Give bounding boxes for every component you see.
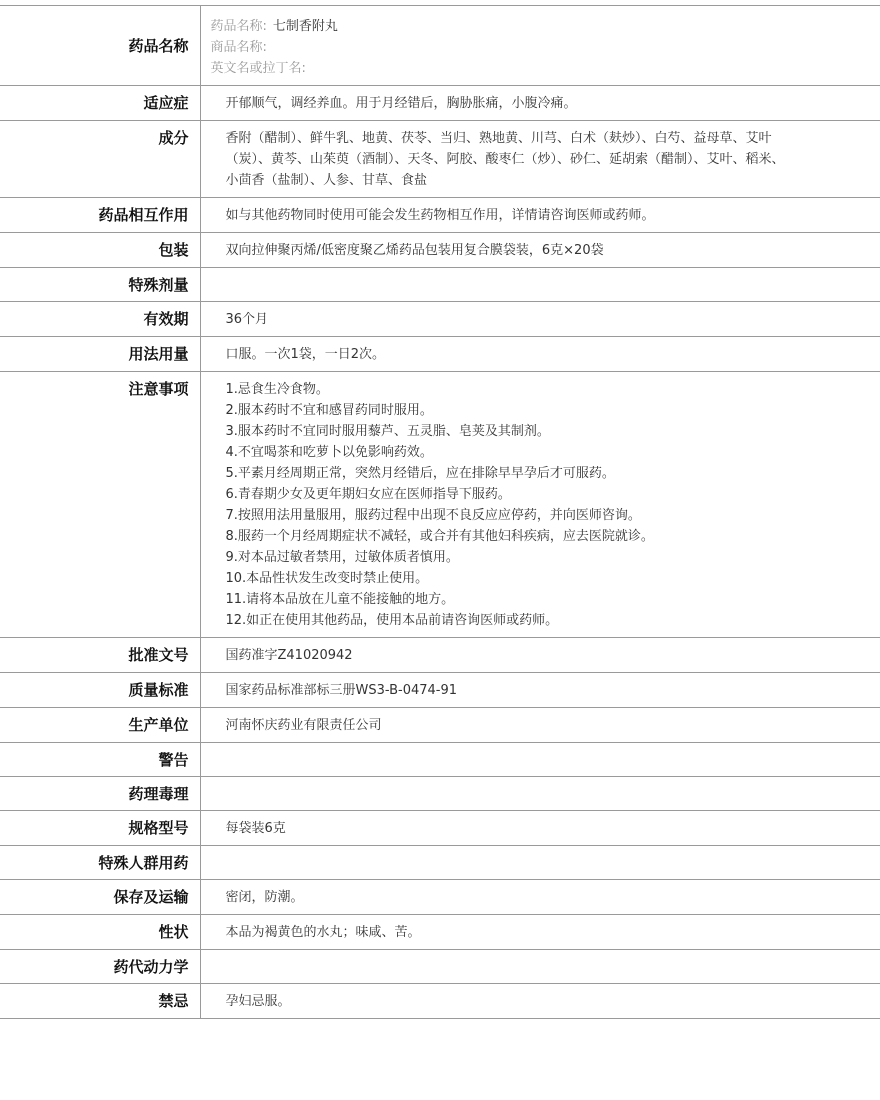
row-value: 每袋装6克 xyxy=(225,821,286,836)
row-label: 包装 xyxy=(0,233,200,268)
row-value xyxy=(200,6,880,86)
row-value: 国药准字Z41020942 xyxy=(225,648,353,663)
row-value: 口服。一次1袋，一日2次。 xyxy=(225,347,386,362)
row-label: 成分 xyxy=(0,121,200,198)
list-item: 3.服本药时不宜同时服用藜芦、五灵脂、皂荚及其制剂。 xyxy=(225,424,550,439)
row-value: 双向拉伸聚丙烯/低密度聚乙烯药品包装用复合膜袋装，6克×20袋 xyxy=(225,243,604,258)
row-label: 适应症 xyxy=(0,86,200,121)
english-name-line xyxy=(211,58,861,79)
row-special-dose xyxy=(0,268,880,302)
row-label: 药品名称 xyxy=(0,6,200,86)
row-label: 批准文号 xyxy=(0,638,200,673)
row-approval xyxy=(0,638,880,673)
row-label: 质量标准 xyxy=(0,673,200,708)
row-manufacturer xyxy=(0,708,880,743)
english-name-key: 英文名或拉丁名: xyxy=(210,61,306,76)
row-interactions xyxy=(0,198,880,233)
precautions-list xyxy=(226,379,791,631)
row-value: 香附（醋制）、鲜牛乳、地黄、茯苓、当归、熟地黄、川芎、白术（麸炒）、白芍、益母草、艾叶（炭）、黄芩、山茱萸（酒制）、天冬、阿胶、酸枣仁（炒）、砂仁、延胡索（醋制）、艾叶、稻米、小茴香（盐制）、人参、甘草、食盐 xyxy=(225,131,785,188)
row-value: 如与其他药物同时使用可能会发生药物相互作用，详情请咨询医师或药师。 xyxy=(225,208,655,223)
row-label: 禁忌 xyxy=(0,984,200,1019)
row-ingredients xyxy=(0,121,880,198)
row-label: 特殊剂量 xyxy=(0,268,200,302)
row-contraindications xyxy=(0,984,880,1019)
row-label: 特殊人群用药 xyxy=(0,846,200,880)
generic-name-key: 药品名称: xyxy=(210,19,267,34)
row-pharmacokinetics xyxy=(0,950,880,984)
row-value: 本品为褐黄色的水丸；味咸、苦。 xyxy=(225,925,421,940)
row-spec xyxy=(0,811,880,846)
row-warning xyxy=(0,743,880,777)
list-item: 8.服药一个月经周期症状不减轻，或合并有其他妇科疾病，应去医院就诊。 xyxy=(225,529,654,544)
row-drug-name xyxy=(0,6,880,86)
row-label: 注意事项 xyxy=(0,372,200,638)
row-validity xyxy=(0,302,880,337)
row-value: 36个月 xyxy=(225,312,269,327)
list-item: 2.服本药时不宜和感冒药同时服用。 xyxy=(225,403,433,418)
list-item: 9.对本品过敏者禁用，过敏体质者慎用。 xyxy=(225,550,459,565)
trade-name-line xyxy=(211,37,861,58)
row-label: 生产单位 xyxy=(0,708,200,743)
row-storage xyxy=(0,880,880,915)
row-value: 国家药品标准部标三册WS3-B-0474-91 xyxy=(225,683,458,698)
row-character xyxy=(0,915,880,950)
list-item: 5.平素月经周期正常，突然月经错后，应在排除早早孕后才可服药。 xyxy=(225,466,615,481)
list-item: 7.按照用法用量服用，服药过程中出现不良反应应停药，并向医师咨询。 xyxy=(225,508,641,523)
generic-name-value: 七制香附丸 xyxy=(272,19,338,34)
row-label: 药理毒理 xyxy=(0,777,200,811)
row-label: 药代动力学 xyxy=(0,950,200,984)
generic-name-line xyxy=(211,16,861,37)
row-value xyxy=(200,950,880,984)
row-special-groups xyxy=(0,846,880,880)
row-usage xyxy=(0,337,880,372)
list-item: 1.忌食生冷食物。 xyxy=(225,382,329,397)
row-label: 性状 xyxy=(0,915,200,950)
row-label: 警告 xyxy=(0,743,200,777)
row-toxicology xyxy=(0,777,880,811)
row-label: 用法用量 xyxy=(0,337,200,372)
row-value xyxy=(200,372,880,638)
row-value xyxy=(200,777,880,811)
row-value: 密闭，防潮。 xyxy=(225,890,304,905)
row-value xyxy=(200,743,880,777)
list-item: 4.不宜喝茶和吃萝卜以免影响药效。 xyxy=(225,445,433,460)
row-precautions xyxy=(0,372,880,638)
row-value: 河南怀庆药业有限责任公司 xyxy=(225,718,382,733)
list-item: 12.如正在使用其他药品，使用本品前请咨询医师或药师。 xyxy=(225,613,559,628)
row-value: 开郁顺气，调经养血。用于月经错后，胸胁胀痛，小腹冷痛。 xyxy=(225,96,577,111)
row-label: 有效期 xyxy=(0,302,200,337)
drug-spec-table xyxy=(0,5,880,1019)
list-item: 10.本品性状发生改变时禁止使用。 xyxy=(225,571,429,586)
row-label: 规格型号 xyxy=(0,811,200,846)
row-value xyxy=(200,846,880,880)
row-value: 孕妇忌服。 xyxy=(225,994,291,1009)
row-package xyxy=(0,233,880,268)
row-label: 药品相互作用 xyxy=(0,198,200,233)
row-standard xyxy=(0,673,880,708)
list-item: 6.青春期少女及更年期妇女应在医师指导下服药。 xyxy=(225,487,511,502)
row-value xyxy=(200,268,880,302)
list-item: 11.请将本品放在儿童不能接触的地方。 xyxy=(225,592,455,607)
trade-name-key: 商品名称: xyxy=(210,40,267,55)
row-label: 保存及运输 xyxy=(0,880,200,915)
row-indications xyxy=(0,86,880,121)
